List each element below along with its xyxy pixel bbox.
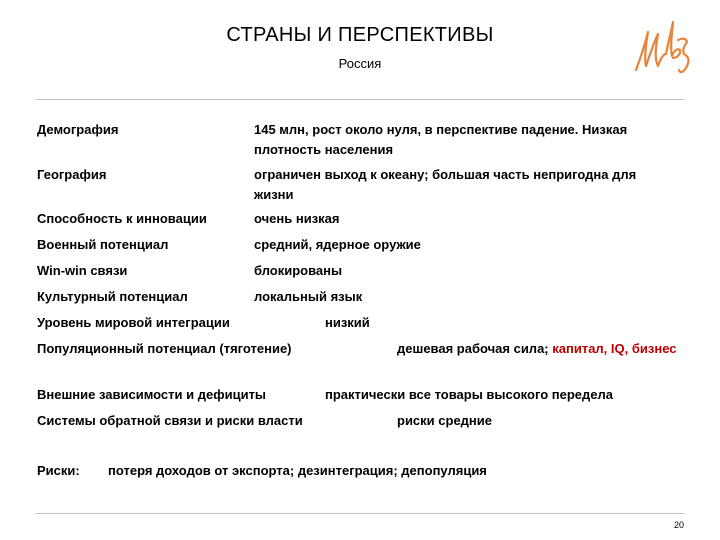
row-value-integration: низкий [325,315,370,330]
row-value-geography: ограничен выход к океану; большая часть непригодна для жизни [254,167,637,202]
row-label-demography: Демография [37,122,119,137]
row-value-military: средний, ядерное оружие [254,237,421,252]
row-label-population: Популяционный потенциал (тяготение) [37,341,292,356]
row-label-culture: Культурный потенциал [37,289,188,304]
signature-logo-icon [632,14,696,82]
top-divider [36,99,684,100]
page-subtitle: Россия [338,56,382,71]
row-label-geography: География [37,167,107,182]
row-label-military: Военный потенциал [37,237,169,252]
page-number: 20 [673,520,684,530]
row-value-culture: локальный язык [254,289,363,304]
row-value-population-accent: капитал, IQ, бизнес [552,341,677,356]
row-value-dependencies: практически все товары высокого передела [325,387,613,402]
row-label-dependencies: Внешние зависимости и дефициты [37,387,267,402]
page-title: СТРАНЫ И ПЕРСПЕКТИВЫ [226,24,494,46]
row-label-risks: Риски: [37,463,80,478]
row-value-feedback: риски средние [397,413,492,428]
row-value-winwin: блокированы [254,263,343,278]
row-label-integration: Уровень мировой интеграции [37,315,230,330]
row-value-population-text: дешевая рабочая сила; [397,341,553,356]
row-value-innovation: очень низкая [254,211,340,226]
row-value-demography: 145 млн, рост около нуля, в перспективе падение. Низкая плотность населения [254,122,628,157]
bottom-divider [36,513,684,514]
row-label-winwin: Win-win связи [37,263,128,278]
row-label-feedback: Системы обратной связи и риски власти [37,413,303,428]
row-label-innovation: Способность к инновации [37,211,207,226]
row-value-risks: потеря доходов от экспорта; дезинтеграция; депопуляция [108,463,487,478]
row-value-population [397,339,687,359]
